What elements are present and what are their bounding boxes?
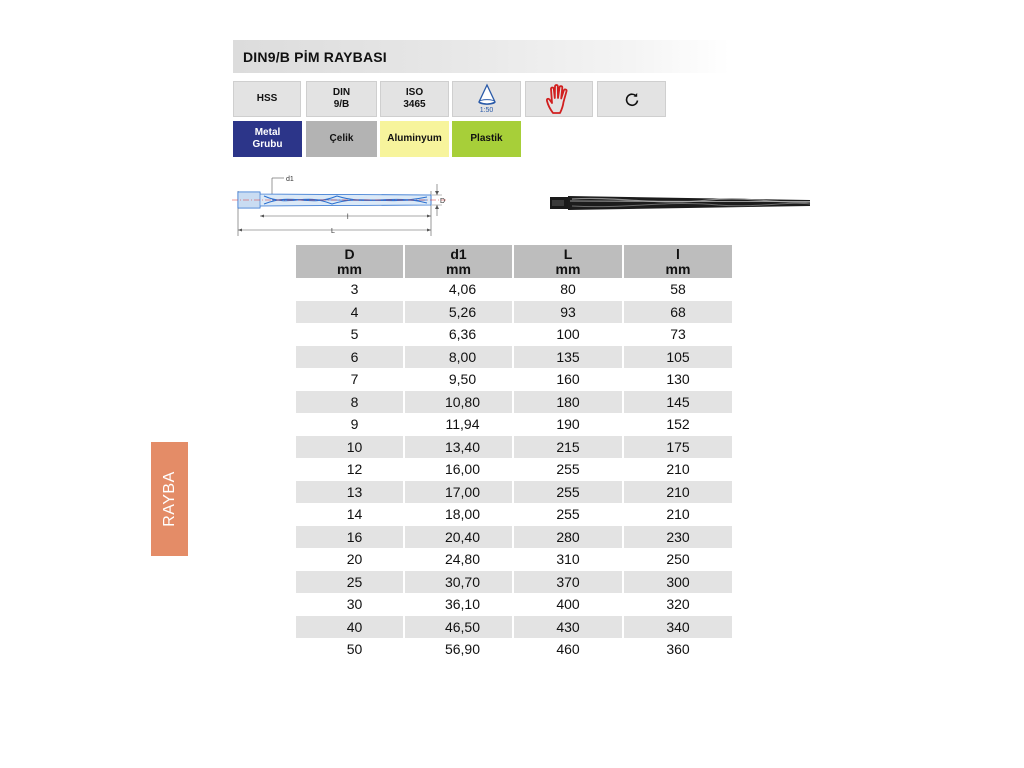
column-header-unit: mm: [446, 261, 471, 277]
column-header-l: [624, 245, 732, 278]
table-row: [296, 638, 732, 661]
reamer-technical-drawing: [232, 172, 452, 238]
table-cell: 400: [514, 593, 624, 616]
table-cell: 280: [514, 526, 624, 549]
material-group-line2: Grubu: [252, 139, 283, 150]
page-title: DIN9/B PİM RAYBASI: [243, 49, 387, 65]
material-aluminyum: [380, 121, 449, 157]
table-cell: 10,80: [405, 391, 514, 414]
table-header-row: [296, 245, 732, 278]
table-cell: 9: [296, 413, 405, 436]
table-cell: 8: [296, 391, 405, 414]
column-header-unit: mm: [665, 261, 691, 277]
spec-rotation: [597, 81, 666, 117]
table-cell: 5,26: [405, 301, 514, 324]
table-cell: 152: [666, 416, 690, 433]
table-cell: 17,00: [405, 481, 514, 504]
table-cell: 9,50: [405, 368, 514, 391]
table-row: [296, 346, 732, 369]
table-cell: 190: [514, 413, 624, 436]
spec-taper: [452, 81, 521, 117]
table-cell: 68: [624, 301, 732, 324]
table-row: [296, 413, 732, 436]
table-cell: 11,94: [405, 413, 514, 436]
table-row: [296, 548, 732, 571]
table-cell: 145: [624, 391, 732, 414]
material-plastik-label: Plastik: [470, 133, 503, 144]
table-cell: 73: [670, 326, 686, 343]
table-cell: 56,90: [405, 638, 514, 661]
material-group-header: [233, 121, 302, 157]
table-cell: 210: [624, 481, 732, 504]
table-cell: 58: [670, 281, 686, 298]
table-cell: 460: [514, 638, 624, 661]
table-cell: 310: [514, 548, 624, 571]
spec-iso: [380, 81, 449, 117]
table-row: [296, 278, 732, 301]
spec-iso-line2: 3465: [403, 99, 426, 110]
table-cell: 300: [624, 571, 732, 594]
rotation-arrow-icon: [623, 90, 641, 108]
table-row: [296, 503, 732, 526]
table-cell: 320: [666, 596, 690, 613]
table-cell: 50: [296, 638, 405, 661]
table-cell: 360: [666, 641, 690, 658]
table-cell: 36,10: [405, 593, 514, 616]
table-cell: 16,00: [405, 458, 514, 481]
table-cell: 160: [514, 368, 624, 391]
table-cell: 180: [514, 391, 624, 414]
table-row: [296, 391, 732, 414]
table-row: [296, 323, 732, 346]
table-cell: 255: [514, 458, 624, 481]
table-cell: 8,00: [405, 346, 514, 369]
table-cell: 105: [624, 346, 732, 369]
column-header-name: L: [563, 246, 573, 262]
D-dimension-label: D: [440, 198, 446, 205]
table-cell: 135: [514, 346, 624, 369]
material-celik-label: Çelik: [329, 133, 354, 144]
spec-din-line1: DIN: [332, 87, 351, 98]
title-bar: [233, 40, 730, 73]
table-cell: 5: [296, 323, 405, 346]
material-group-line1: Metal: [254, 127, 281, 138]
L-dimension-label: L: [331, 228, 335, 235]
table-cell: 30,70: [405, 571, 514, 594]
table-row: [296, 301, 732, 324]
table-cell: 210: [666, 506, 690, 523]
table-cell: 175: [624, 436, 732, 459]
table-cell: 215: [514, 436, 624, 459]
table-cell: 255: [514, 503, 624, 526]
spec-hss-label: HSS: [256, 93, 278, 104]
table-row: [296, 368, 732, 391]
column-header-unit: mm: [555, 261, 581, 277]
table-row: [296, 571, 732, 594]
table-cell: 7: [296, 368, 405, 391]
taper-ratio-label: 1:50: [479, 107, 494, 114]
material-celik: [306, 121, 377, 157]
spec-iso-line1: ISO: [405, 87, 424, 98]
dimensions-table: [296, 245, 732, 661]
column-header-name: D: [344, 246, 355, 262]
table-row: [296, 436, 732, 459]
reamer-product-image: [548, 192, 814, 214]
table-cell: 130: [666, 371, 690, 388]
column-header-name: d1: [450, 246, 467, 262]
table-row: [296, 616, 732, 639]
table-cell: 16: [296, 526, 405, 549]
spec-din: [306, 81, 377, 117]
table-cell: 25: [296, 571, 405, 594]
table-cell: 6: [296, 346, 405, 369]
table-cell: 4,06: [405, 278, 514, 301]
table-cell: 340: [624, 616, 732, 639]
table-cell: 93: [514, 301, 624, 324]
table-cell: 250: [666, 551, 690, 568]
table-cell: 20: [296, 548, 405, 571]
table-cell: 10: [296, 436, 405, 459]
table-row: [296, 526, 732, 549]
table-cell: 255: [514, 481, 624, 504]
column-header-D: [296, 245, 405, 278]
table-cell: 40: [296, 616, 405, 639]
table-cell: 100: [514, 323, 624, 346]
l-dimension-label: l: [347, 214, 349, 221]
table-row: [296, 481, 732, 504]
material-plastik: [452, 121, 521, 157]
table-cell: 210: [666, 461, 690, 478]
d1-dimension-label: d1: [286, 176, 294, 183]
table-cell: 3: [296, 278, 405, 301]
table-cell: 46,50: [405, 616, 514, 639]
category-side-tab-label: RAYBA: [160, 471, 178, 527]
table-cell: 30: [296, 593, 405, 616]
spec-din-line2: 9/B: [333, 99, 350, 110]
table-cell: 230: [624, 526, 732, 549]
column-header-name: l: [676, 246, 680, 262]
column-header-unit: mm: [337, 261, 362, 277]
table-cell: 13,40: [405, 436, 514, 459]
table-row: [296, 458, 732, 481]
category-side-tab: [151, 442, 188, 556]
column-header-L: [514, 245, 624, 278]
table-cell: 6,36: [405, 323, 514, 346]
table-cell: 370: [514, 571, 624, 594]
table-cell: 24,80: [405, 548, 514, 571]
spec-hand: [525, 81, 593, 117]
table-cell: 4: [296, 301, 405, 324]
table-cell: 18,00: [405, 503, 514, 526]
table-row: [296, 593, 732, 616]
table-cell: 13: [296, 481, 405, 504]
taper-cone-icon: [476, 83, 498, 107]
table-cell: 20,40: [405, 526, 514, 549]
column-header-d1: [405, 245, 514, 278]
table-cell: 14: [296, 503, 405, 526]
hand-icon: [544, 83, 574, 115]
material-aluminyum-label: Aluminyum: [387, 133, 442, 144]
spec-hss: [233, 81, 301, 117]
table-cell: 12: [296, 458, 405, 481]
table-cell: 80: [514, 278, 624, 301]
table-cell: 430: [514, 616, 624, 639]
